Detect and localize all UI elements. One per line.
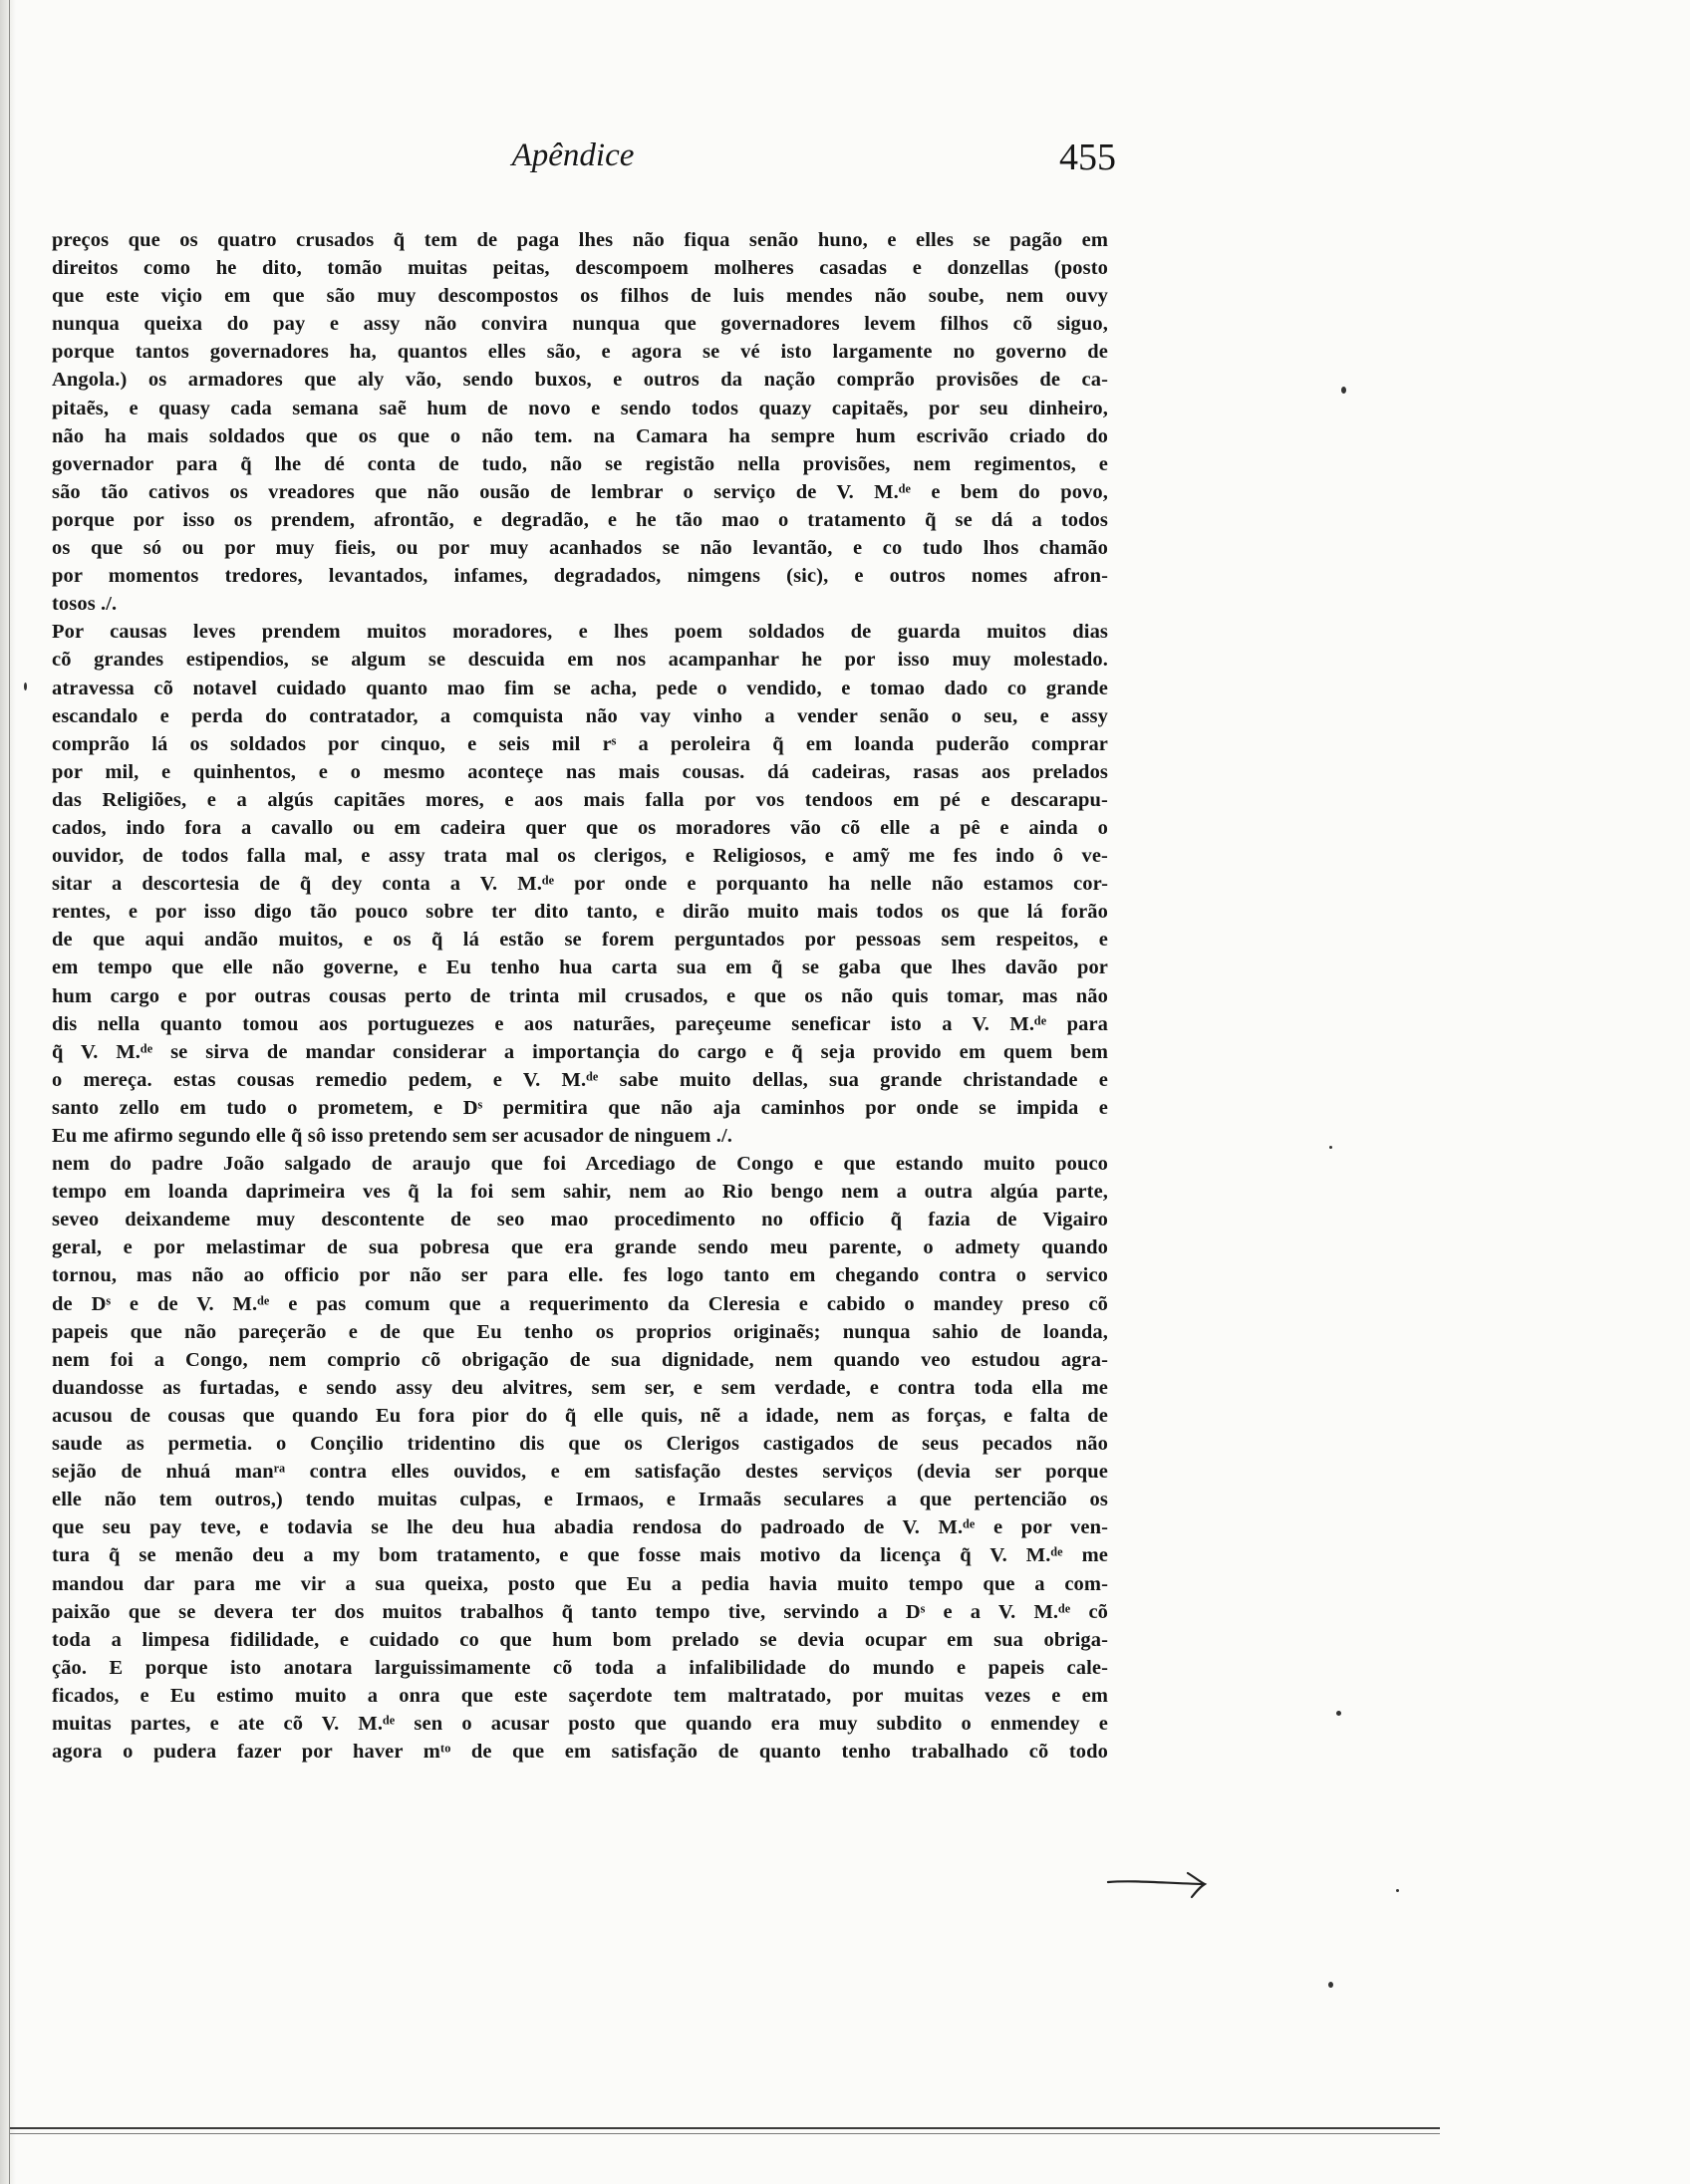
margin-speck: [1328, 1982, 1333, 1988]
text-line: seveo deixandeme muy descontente de seo mao procedimento no officio q̃ fazia de Vigairo: [52, 1209, 1108, 1231]
text-line: paixão que se devera ter dos muitos trabalhos q̃ tanto tempo tive, servindo a Dˢ e a V. M.ᵈᵉ cõ: [52, 1600, 1108, 1623]
margin-speck: [1396, 1889, 1399, 1892]
text-line: escandalo e perda do contratador, a comquista não vay vinho a vender senão o seu, e assy: [52, 704, 1108, 727]
text-line: duandosse as furtadas, e sendo assy deu alvitres, sem ser, e sem verdade, e contra toda ella me: [52, 1376, 1108, 1399]
text-line: muitas partes, e ate cõ V. M.ᵈᵉ sen o acusar posto que quando era muy subdito o enmendey e: [52, 1712, 1108, 1735]
margin-speck: [1329, 1146, 1332, 1149]
margin-speck: [24, 682, 27, 690]
text-line: q̃ V. M.ᵈᵉ se sirva de mandar considerar a importançia do cargo e q̃ seja provido em quem bem: [52, 1040, 1108, 1063]
text-line: que este viçio em que são muy descompostos os filhos de luis mendes não soube, nem ouvy: [52, 285, 1108, 308]
margin-speck: [1341, 387, 1346, 394]
text-line: tornou, mas não ao officio por não ser para elle. fes logo tanto em chegando contra o servico: [52, 1264, 1108, 1287]
bottom-rule: [10, 2127, 1440, 2129]
body-text: [52, 226, 1108, 1766]
text-line: ficados, e Eu estimo muito a onra que este saçerdote tem maltratado, por muitas vezes e em: [52, 1684, 1108, 1707]
text-line: os que só ou por muy fieis, ou por muy acanhados se não levantão, e co tudo lhos chamão: [52, 537, 1108, 560]
text-line: atravessa cõ notavel cuidado quanto mao fim se acha, pede o vendido, e tomao dado co grande: [52, 677, 1108, 699]
text-line: tosos ./.: [52, 593, 118, 616]
text-line: elle não tem outros,) tendo muitas culpas, e Irmaos, e Irmaãs seculares a que pertencião os: [52, 1489, 1108, 1511]
text-line: direitos como he dito, tomão muitas peitas, descompoem molheres casadas e donzellas (posto: [52, 257, 1108, 280]
text-line: tempo em loanda daprimeira ves q̃ la foi sem sahir, nem ao Rio bengo nem a outra algúa parte,: [52, 1181, 1108, 1204]
text-line: cõ grandes estipendios, se algum se descuida em nos acampanhar he por isso muy molestado.: [52, 649, 1108, 672]
bottom-rule: [10, 2133, 1440, 2134]
text-line: governador para q̃ lhe dé conta de tudo, não se registão nella provisões, nem regimentos, e: [52, 452, 1108, 475]
text-line: saude as permetia. o Conçilio tridentino dis que os Clerigos castigados de seus pecados não: [52, 1433, 1108, 1456]
text-line: nunqua queixa do pay e assy não convira nunqua que governadores levem filhos cõ siguo,: [52, 313, 1108, 336]
text-line: acusou de cousas que quando Eu fora pior do q̃ elle quis, nẽ a idade, nem as forças, e falta de: [52, 1404, 1108, 1427]
text-line: dis nella quanto tomou aos portuguezes e aos naturães, pareçeume seneficar isto a V. M.ᵈᵉ para: [52, 1012, 1108, 1035]
text-line: rentes, e por isso digo tão pouco sobre ter dito tanto, e dirão muito mais todos os que lá forão: [52, 901, 1108, 924]
text-line: não ha mais soldados que os que o não tem. na Camara ha sempre hum escrivão criado do: [52, 424, 1108, 447]
text-line: hum cargo e por outras cousas perto de trinta mil crusados, e que os não quis tomar, mas não: [52, 984, 1108, 1007]
text-line: porque por isso os prendem, afrontão, e degradão, e he tão mao o tratamento q̃ se dá a todos: [52, 508, 1108, 531]
text-line: o mereça. estas cousas remedio pedem, e V. M.ᵈᵉ sabe muito dellas, sua grande christandade e: [52, 1068, 1108, 1091]
continuation-arrow-icon: [1104, 1865, 1214, 1905]
text-line: nem foi a Congo, nem comprio cõ obrigação de sua dignidade, nem quando veo estudou agra-: [52, 1348, 1108, 1371]
text-line: mandou dar para me vir a sua queixa, posto que Eu a pedia havia muito tempo que a com-: [52, 1572, 1108, 1595]
text-line: em tempo que elle não governe, e Eu tenho hua carta sua em q̃ se gaba que lhes davão por: [52, 956, 1108, 979]
running-head: Apêndice: [511, 137, 635, 173]
text-line: ção. E porque isto anotara larguissimamente cõ toda a infalibilidade do mundo e papeis cale-: [52, 1656, 1108, 1679]
text-line: toda a limpesa fidilidade, e cuidado co que hum bom prelado se devia ocupar em sua obriga-: [52, 1628, 1108, 1651]
text-line: sitar a descortesia de q̃ dey conta a V. M.ᵈᵉ por onde e porquanto ha nelle não estamos cor-: [52, 873, 1108, 896]
text-line: tura q̃ se menão deu a my bom tratamento, e que fosse mais motivo da licença q̃ V. M.ᵈᵉ me: [52, 1544, 1108, 1567]
text-line: sejão de nhuá manʳᵃ contra elles ouvidos, e em satisfação destes serviços (devia ser porque: [52, 1461, 1108, 1484]
text-line: que seu pay teve, e todavia se lhe deu hua abadia rendosa do padroado de V. M.ᵈᵉ e por ven-: [52, 1516, 1108, 1539]
text-line: pitaẽs, e quasy cada semana saẽ hum de novo e sendo todos quazy capitaẽs, por seu dinheiro,: [52, 397, 1108, 419]
text-line: por mil, e quinhentos, e o mesmo aconteçe nas mais cousas. dá cadeiras, rasas aos prelados: [52, 760, 1108, 783]
text-line: de Dˢ e de V. M.ᵈᵉ e pas comum que a requerimento da Cleresia e cabido o mandey preso cõ: [52, 1292, 1108, 1315]
text-line: Eu me afirmo segundo elle q̃ sô isso pretendo sem ser acusador de ninguem ./.: [52, 1125, 732, 1147]
text-line: agora o pudera fazer por haver mᵗᵒ de que em satisfação de quanto tenho trabalhado cõ todo: [52, 1741, 1108, 1764]
text-line: santo zello em tudo o prometem, e Dˢ permitira que não aja caminhos por onde se impida e: [52, 1096, 1108, 1119]
text-line: são tão cativos os vreadores que não ousão de lembrar o serviço de V. M.ᵈᵉ e bem do povo,: [52, 480, 1108, 503]
text-line: porque tantos governadores ha, quantos elles são, e agora se vé isto largamente no governo de: [52, 341, 1108, 364]
text-line: preços que os quatro crusados q̃ tem de paga lhes não fiqua senão huno, e elles se pagão em: [52, 229, 1108, 251]
text-line: cados, indo fora a cavallo ou em cadeira quer que os moradores vão cõ elle a pê e ainda o: [52, 816, 1108, 839]
text-line: Angola.) os armadores que aly vão, sendo buxos, e outros da nação comprão provisões de ca-: [52, 369, 1108, 392]
text-line: papeis que não pareçerão e de que Eu tenho os proprios originaẽs; nunqua sahio de loanda,: [52, 1320, 1108, 1343]
text-line: nem do padre João salgado de araujo que foi Arcediago de Congo e que estando muito pouco: [52, 1153, 1108, 1176]
scan-edge: [0, 0, 16, 2184]
text-line: Por causas leves prendem muitos moradores, e lhes poem soldados de guarda muitos dias: [52, 621, 1108, 644]
text-line: comprão lá os soldados por cinquo, e seis mil rˢ a peroleira q̃ em loanda puderão comprar: [52, 732, 1108, 755]
page-number: 455: [1059, 136, 1116, 178]
text-line: das Religiões, e a algús capitães mores, e aos mais falla por vos tendoos em pé e descarapu-: [52, 788, 1108, 811]
text-line: ouvidor, de todos falla mal, e assy trata mal os clerigos, e Religiosos, e amỹ me fes indo ô ve-: [52, 845, 1108, 868]
text-line: de que aqui andão muitos, e os q̃ lá estão se forem perguntados por pessoas sem respeitos, e: [52, 929, 1108, 952]
text-line: geral, e por melastimar de sua pobresa que era grande sendo meu parente, o admety quando: [52, 1236, 1108, 1259]
margin-speck: [1336, 1711, 1341, 1716]
text-line: por momentos tredores, levantados, infames, degradados, nimgens (sic), e outros nomes afron-: [52, 565, 1108, 588]
